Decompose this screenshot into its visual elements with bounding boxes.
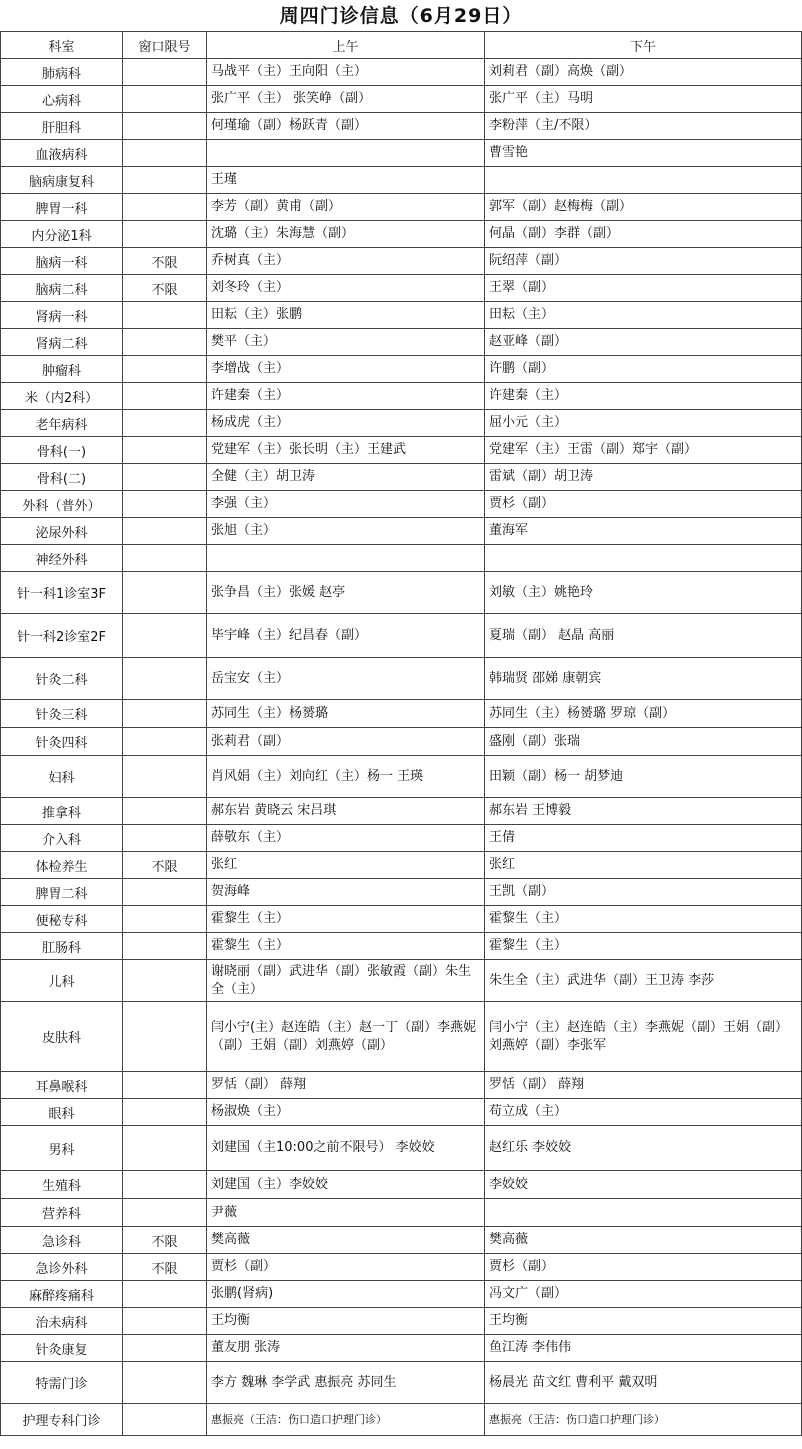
dept-cell: 针灸三科 [1,700,123,728]
dept-cell: 脑病一科 [1,248,123,275]
table-row [1,798,802,825]
header-dept: 科室 [1,32,123,59]
dept-cell: 急诊科 [1,1227,123,1254]
table-row [1,275,802,302]
limit-cell [123,329,207,356]
limit-cell [123,614,207,658]
morning-cell: 毕宇峰（主）纪昌春（副） [207,614,485,658]
table-row [1,437,802,464]
morning-cell: 李方 魏琳 李学武 惠振亮 苏同生 [207,1362,485,1404]
dept-cell: 神经外科 [1,545,123,572]
afternoon-cell: 霍黎生（主） [485,906,802,933]
table-row [1,1254,802,1281]
morning-cell: 张鹏(肾病) [207,1281,485,1308]
page-title: 周四门诊信息（6月29日） [279,5,523,27]
morning-cell: 李增战（主） [207,356,485,383]
dept-cell: 推拿科 [1,798,123,825]
dept-cell: 针灸康复 [1,1335,123,1362]
limit-cell [123,1335,207,1362]
morning-cell: 乔树真（主） [207,248,485,275]
morning-cell: 张广平（主） 张笑峥（副） [207,86,485,113]
table-row [1,356,802,383]
afternoon-cell: 刘敏（主）姚艳玲 [485,572,802,614]
morning-cell: 张旭（主） [207,518,485,545]
table-row [1,221,802,248]
dept-cell: 男科 [1,1126,123,1171]
limit-cell [123,491,207,518]
limit-cell [123,1171,207,1199]
morning-cell: 惠振亮（王洁：伤口造口护理门诊） [207,1404,485,1436]
table-row [1,410,802,437]
morning-cell: 刘建国（主）李姣姣 [207,1171,485,1199]
table-row [1,1126,802,1171]
table-row [1,113,802,140]
afternoon-cell: 许建秦（主） [485,383,802,410]
dept-cell: 血液病科 [1,140,123,167]
limit-cell [123,825,207,852]
limit-cell [123,572,207,614]
table-row [1,879,802,906]
afternoon-cell: 王凯（副） [485,879,802,906]
table-row [1,248,802,275]
afternoon-cell: 刘莉君（副）高焕（副） [485,59,802,86]
dept-cell: 米（内2科） [1,383,123,410]
afternoon-cell: 曹雪艳 [485,140,802,167]
limit-cell: 不限 [123,248,207,275]
dept-cell: 骨科(一) [1,437,123,464]
table-row [1,933,802,960]
afternoon-cell: 雷斌（副）胡卫涛 [485,464,802,491]
afternoon-cell: 张红 [485,852,802,879]
limit-cell [123,933,207,960]
dept-cell: 妇科 [1,756,123,798]
dept-cell: 肛肠科 [1,933,123,960]
table-row [1,1199,802,1227]
limit-cell: 不限 [123,1254,207,1281]
dept-cell: 特需门诊 [1,1362,123,1404]
limit-cell [123,1308,207,1335]
morning-cell: 田耘（主）张鹏 [207,302,485,329]
dept-cell: 肾病二科 [1,329,123,356]
table-row [1,491,802,518]
limit-cell [123,1002,207,1072]
header-am: 上午 [207,32,485,59]
table-row [1,658,802,700]
morning-cell: 董友朋 张涛 [207,1335,485,1362]
afternoon-cell: 田耘（主） [485,302,802,329]
limit-cell [123,1072,207,1099]
afternoon-cell: 杨晨光 苗文红 曹利平 戴双明 [485,1362,802,1404]
limit-cell: 不限 [123,1227,207,1254]
table-row [1,1404,802,1436]
limit-cell [123,167,207,194]
afternoon-cell: 贾杉（副） [485,1254,802,1281]
afternoon-cell: 朱生全（主）武进华（副）王卫涛 李莎 [485,960,802,1002]
dept-cell: 脾胃二科 [1,879,123,906]
afternoon-cell: 郭军（副）赵梅梅（副） [485,194,802,221]
morning-cell: 张争昌（主）张媛 赵亭 [207,572,485,614]
afternoon-cell: 党建军（主）王雷（副）郑宇（副） [485,437,802,464]
table-row [1,383,802,410]
table-row [1,1099,802,1126]
limit-cell [123,302,207,329]
afternoon-cell: 田颖（副）杨一 胡梦迪 [485,756,802,798]
afternoon-cell: 王翠（副） [485,275,802,302]
dept-cell: 营养科 [1,1199,123,1227]
limit-cell [123,59,207,86]
limit-cell [123,383,207,410]
afternoon-cell [485,167,802,194]
morning-cell: 罗恬（副） 薛翔 [207,1072,485,1099]
table-row [1,852,802,879]
afternoon-cell: 罗恬（副） 薛翔 [485,1072,802,1099]
dept-cell: 皮肤科 [1,1002,123,1072]
afternoon-cell: 樊高薇 [485,1227,802,1254]
table-row [1,825,802,852]
limit-cell: 不限 [123,275,207,302]
dept-cell: 肿瘤科 [1,356,123,383]
limit-cell [123,518,207,545]
limit-cell [123,1281,207,1308]
dept-cell: 眼科 [1,1099,123,1126]
dept-cell: 老年病科 [1,410,123,437]
dept-cell: 急诊外科 [1,1254,123,1281]
morning-cell: 何瑾瑜（副）杨跃青（副） [207,113,485,140]
afternoon-cell: 贾杉（副） [485,491,802,518]
dept-cell: 体检养生 [1,852,123,879]
dept-cell: 内分泌1科 [1,221,123,248]
dept-cell: 肺病科 [1,59,123,86]
morning-cell: 马战平（主）王向阳（主） [207,59,485,86]
header-limit: 窗口限号 [123,32,207,59]
limit-cell [123,728,207,756]
dept-cell: 脑病二科 [1,275,123,302]
table-row [1,1227,802,1254]
limit-cell [123,545,207,572]
morning-cell: 樊平（主） [207,329,485,356]
table-row [1,1335,802,1362]
afternoon-cell: 鱼江涛 李伟伟 [485,1335,802,1362]
table-row [1,464,802,491]
dept-cell: 肝胆科 [1,113,123,140]
morning-cell: 张莉君（副） [207,728,485,756]
limit-cell [123,140,207,167]
morning-cell: 杨成虎（主） [207,410,485,437]
dept-cell: 介入科 [1,825,123,852]
limit-cell [123,960,207,1002]
table-row [1,302,802,329]
afternoon-cell: 夏瑞（副） 赵晶 高丽 [485,614,802,658]
table-row [1,518,802,545]
dept-cell: 麻醉疼痛科 [1,1281,123,1308]
table-row [1,140,802,167]
morning-cell: 王瑾 [207,167,485,194]
afternoon-cell: 苟立成（主） [485,1099,802,1126]
table-row [1,194,802,221]
morning-cell: 肖风娟（主）刘向红（主）杨一 王瑛 [207,756,485,798]
afternoon-cell: 韩瑞贤 邵娣 康朝宾 [485,658,802,700]
afternoon-cell: 张广平（主）马明 [485,86,802,113]
dept-cell: 针灸二科 [1,658,123,700]
table-row [1,1002,802,1072]
table-row [1,572,802,614]
limit-cell [123,113,207,140]
morning-cell: 李强（主） [207,491,485,518]
morning-cell: 杨淑焕（主） [207,1099,485,1126]
dept-cell: 脑病康复科 [1,167,123,194]
afternoon-cell: 惠振亮（王洁：伤口造口护理门诊） [485,1404,802,1436]
limit-cell [123,1362,207,1404]
table-row [1,329,802,356]
limit-cell [123,86,207,113]
limit-cell [123,906,207,933]
morning-cell: 沈璐（主）朱海慧（副） [207,221,485,248]
table-row [1,756,802,798]
dept-cell: 生殖科 [1,1171,123,1199]
dept-cell: 治未病科 [1,1308,123,1335]
table-row [1,1171,802,1199]
afternoon-cell: 盛刚（副）张瑞 [485,728,802,756]
limit-cell [123,658,207,700]
morning-cell: 樊高薇 [207,1227,485,1254]
morning-cell: 王均衡 [207,1308,485,1335]
limit-cell: 不限 [123,852,207,879]
dept-cell: 肾病一科 [1,302,123,329]
morning-cell [207,545,485,572]
dept-cell: 外科（普外） [1,491,123,518]
afternoon-cell: 王倩 [485,825,802,852]
afternoon-cell: 苏同生（主）杨赟璐 罗琼（副） [485,700,802,728]
afternoon-cell: 冯文广（副） [485,1281,802,1308]
table-row [1,960,802,1002]
afternoon-cell [485,545,802,572]
afternoon-cell: 赵红乐 李姣姣 [485,1126,802,1171]
morning-cell: 全健（主）胡卫涛 [207,464,485,491]
morning-cell: 许建秦（主） [207,383,485,410]
limit-cell [123,1404,207,1436]
morning-cell: 贾杉（副） [207,1254,485,1281]
limit-cell [123,464,207,491]
dept-cell: 针灸四科 [1,728,123,756]
morning-cell: 贺海峰 [207,879,485,906]
dept-cell: 脾胃一科 [1,194,123,221]
table-row [1,59,802,86]
dept-cell: 针一科2诊室2F [1,614,123,658]
table-row [1,167,802,194]
morning-cell: 张红 [207,852,485,879]
limit-cell [123,194,207,221]
limit-cell [123,1126,207,1171]
table-row [1,1072,802,1099]
table-row [1,614,802,658]
morning-cell [207,140,485,167]
afternoon-cell: 赵亚峰（副） [485,329,802,356]
morning-cell: 郝东岩 黄晓云 宋吕琪 [207,798,485,825]
header-pm: 下午 [485,32,802,59]
limit-cell [123,410,207,437]
limit-cell [123,798,207,825]
afternoon-cell: 王均衡 [485,1308,802,1335]
table-row [1,700,802,728]
morning-cell: 霍黎生（主） [207,933,485,960]
dept-cell: 针一科1诊室3F [1,572,123,614]
table-row [1,1281,802,1308]
afternoon-cell: 霍黎生（主） [485,933,802,960]
afternoon-cell: 许鹏（副） [485,356,802,383]
morning-cell: 岳宝安（主） [207,658,485,700]
header-row [1,32,802,59]
morning-cell: 刘冬玲（主） [207,275,485,302]
limit-cell [123,756,207,798]
limit-cell [123,221,207,248]
limit-cell [123,1099,207,1126]
morning-cell: 尹薇 [207,1199,485,1227]
afternoon-cell: 闫小宁（主）赵连皓（主）李燕妮（副）王娟（副）刘燕婷（副）李张军 [485,1002,802,1072]
schedule-table [0,31,802,1436]
table-row [1,1362,802,1404]
dept-cell: 泌尿外科 [1,518,123,545]
table-row [1,906,802,933]
afternoon-cell: 李姣姣 [485,1171,802,1199]
morning-cell: 党建军（主）张长明（主）王建武 [207,437,485,464]
limit-cell [123,879,207,906]
morning-cell: 闫小宁(主）赵连皓（主）赵一丁（副）李燕妮（副）王娟（副）刘燕婷（副） [207,1002,485,1072]
table-row [1,545,802,572]
table-row [1,86,802,113]
table-row [1,728,802,756]
morning-cell: 霍黎生（主） [207,906,485,933]
morning-cell: 谢晓丽（副）武进华（副）张敏霞（副）朱生全（主） [207,960,485,1002]
dept-cell: 心病科 [1,86,123,113]
dept-cell: 便秘专科 [1,906,123,933]
dept-cell: 骨科(二) [1,464,123,491]
afternoon-cell [485,1199,802,1227]
afternoon-cell: 董海军 [485,518,802,545]
limit-cell [123,1199,207,1227]
afternoon-cell: 何晶（副）李群（副） [485,221,802,248]
afternoon-cell: 屈小元（主） [485,410,802,437]
limit-cell [123,437,207,464]
morning-cell: 李芳（副）黄甫（副） [207,194,485,221]
morning-cell: 薛敬东（主） [207,825,485,852]
morning-cell: 苏同生（主）杨赟璐 [207,700,485,728]
afternoon-cell: 郝东岩 王博毅 [485,798,802,825]
dept-cell: 儿科 [1,960,123,1002]
limit-cell [123,356,207,383]
dept-cell: 耳鼻喉科 [1,1072,123,1099]
table-row [1,1308,802,1335]
limit-cell [123,700,207,728]
afternoon-cell: 李粉萍（主/不限） [485,113,802,140]
morning-cell: 刘建国（主10:00之前不限号） 李姣姣 [207,1126,485,1171]
afternoon-cell: 阮绍萍（副） [485,248,802,275]
dept-cell: 护理专科门诊 [1,1404,123,1436]
